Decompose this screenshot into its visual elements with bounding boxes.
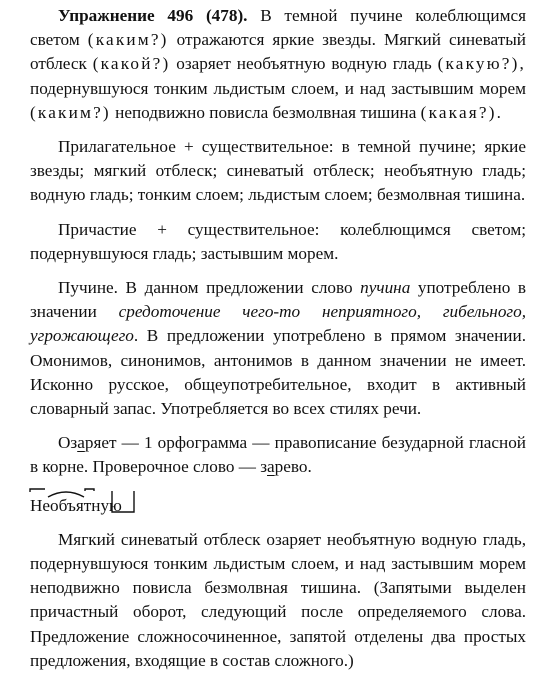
meaning-text: употреблено в значении: [30, 278, 526, 322]
exercise-text: В темной пучине колеблющимся светом: [30, 6, 526, 50]
ortho-word-part: ряет: [84, 433, 117, 453]
question-mark: (какой?): [92, 54, 171, 74]
adjective-noun-paragraph: Прилагательное + существительное: в темной пучине; яркие звезды; мягкий отблеск; синеватый отблеск; необъятную гладь; водную гладь; тонким слоем; льдистым слоем; безмолвная тишина.: [30, 137, 526, 205]
question-mark: (какую?),: [437, 54, 527, 74]
exercise-title: Упражнение 496 (478).: [58, 6, 248, 25]
ortho-vowel: а: [77, 433, 85, 453]
paragraph-gap: [30, 125, 526, 135]
ortho-word-part: Оз: [58, 433, 78, 453]
ortho-text: — 1 орфограмма — правописание безударной гласной в корне. Проверочное слово —: [30, 433, 526, 477]
exercise-text: неподвижно повисла безмолвная тишина: [110, 102, 421, 122]
lexical-meaning-paragraph: [30, 276, 526, 421]
final-sentence-paragraph: Мягкий синеватый отблеск озаряет необъятную водную гладь, подернувшуюся тонким льдистым слоем, и над застывшим морем неподвижно повисла безмолвная тишина. (Запятыми выделен причастный оборот, следующий после определяемого слова. Предложение сложносочиненное, запятой отделены два простых предложения, входящие в состав сложного.): [30, 529, 526, 670]
textbook-page: [30, 4, 526, 673]
paragraph-gap: [30, 518, 526, 528]
morphemic-word-text: Необъятную: [30, 495, 122, 515]
meaning-text: . В предложении употреблено в прямом значении. Омонимов, синонимов, антонимов в данном значении не имеет. Исконно русское, общеупотребительное, входит в активный словарный запас. Употребляется во всех стилях речи.: [30, 326, 526, 419]
check-word-part: з: [260, 457, 268, 477]
morpheme-marks-icon: [28, 488, 136, 516]
check-word-part: рево.: [274, 457, 312, 477]
question-mark: (каким?): [30, 102, 111, 122]
exercise-paragraph: [30, 4, 526, 125]
paragraph-gap: [30, 266, 526, 276]
meaning-text: Пучине. В данном предложении слово: [58, 278, 361, 298]
exercise-text: озаряет необъятную водную гладь: [170, 54, 438, 74]
orthography-paragraph: [30, 431, 526, 479]
meaning-word: пучина: [360, 278, 411, 298]
paragraph-gap: [30, 208, 526, 218]
morphemic-word: [30, 490, 122, 518]
exercise-text: подернувшуюся тонким льдистым слоем, и над застывшим морем: [30, 78, 526, 98]
paragraph-gap: [30, 421, 526, 431]
meaning-definition: средоточение чего-то неприятного, гибельного, угрожающего: [30, 302, 527, 346]
morphemic-analysis: [30, 490, 526, 518]
question-mark: (каким?): [87, 30, 169, 50]
exercise-text: отражаются яркие звезды. Мягкий синеватый отблеск: [30, 30, 526, 74]
check-vowel: а: [267, 457, 275, 477]
participle-noun-paragraph: Причастие + существительное: колеблющимся светом; подернувшуюся гладь; застывшим морем.: [30, 219, 526, 263]
question-mark: (какая?).: [420, 102, 504, 122]
